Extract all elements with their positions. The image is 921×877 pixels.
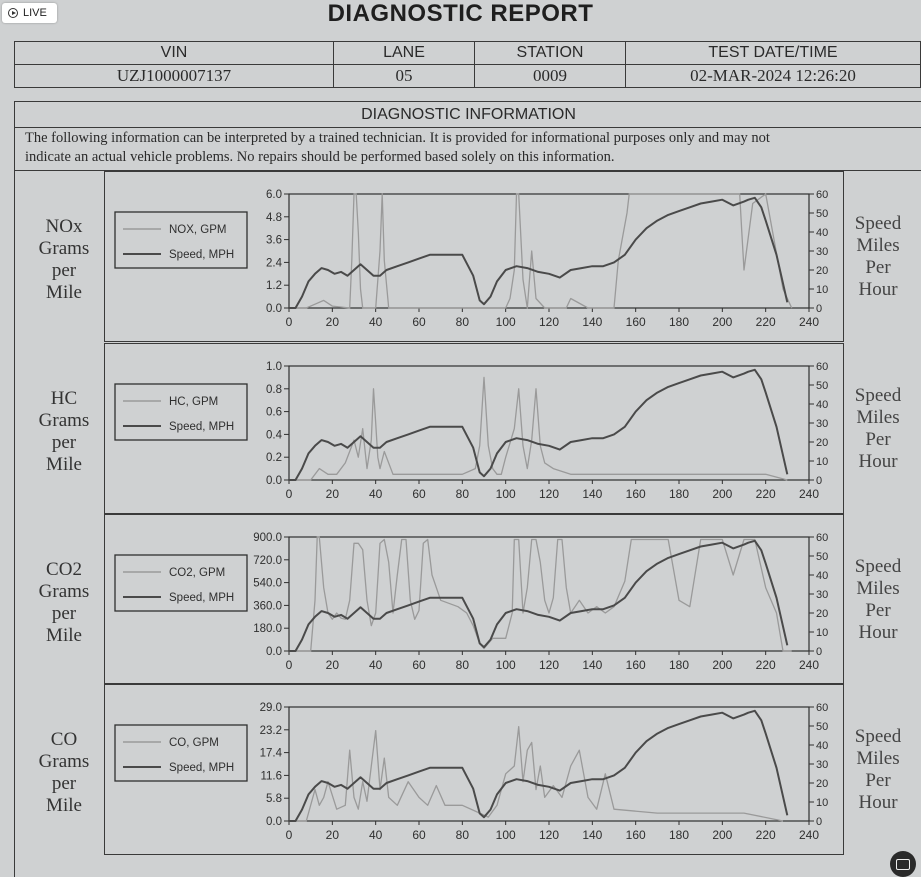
x-tick-label: 60: [412, 487, 426, 501]
x-tick-label: 160: [625, 315, 646, 329]
x-tick-label: 180: [668, 315, 690, 329]
x-tick-label: 100: [495, 828, 516, 842]
x-tick-label: 80: [455, 487, 470, 501]
y-right-tick-label: 30: [816, 589, 829, 601]
lane-header: LANE: [334, 42, 475, 65]
row-label-line: per: [51, 432, 77, 453]
diagnostic-description: [25, 129, 905, 167]
vehicle-info-value-row: [15, 65, 921, 88]
y-right-tick-label: 10: [816, 284, 829, 296]
x-tick-label: 80: [455, 828, 470, 842]
x-tick-label: 220: [755, 658, 776, 672]
speed-label-line: Per: [865, 600, 891, 621]
x-tick-label: 180: [668, 658, 690, 672]
x-tick-label: 160: [625, 658, 646, 672]
y-left-tick-label: 0.4: [266, 429, 282, 442]
chart-row-label: [24, 729, 104, 817]
x-tick-label: 220: [755, 487, 776, 501]
speed-label-line: Speed: [854, 213, 902, 234]
y-left-tick-label: 0.6: [266, 406, 282, 419]
vehicle-info-table: [14, 41, 921, 88]
y-left-tick-label: 2.4: [266, 257, 282, 270]
x-tick-label: 200: [712, 487, 733, 501]
legend-speed-label: Speed, MPH: [169, 421, 235, 433]
y-right-tick-label: 40: [816, 399, 829, 411]
x-tick-label: 140: [582, 658, 603, 672]
x-tick-label: 120: [538, 315, 560, 329]
x-tick-label: 200: [712, 658, 733, 672]
vehicle-info-header-row: [15, 42, 921, 65]
x-tick-label: 180: [668, 828, 690, 842]
row-label-line: CO2: [46, 559, 82, 580]
y-left-tick-label: 540.0: [253, 577, 282, 590]
y-right-tick-label: 0: [816, 303, 823, 315]
live-label: LIVE: [23, 7, 47, 19]
y-right-tick-label: 10: [816, 627, 829, 639]
diagnostic-heading: DIAGNOSTIC INFORMATION: [15, 102, 921, 128]
y-right-tick-label: 0: [816, 646, 823, 658]
speed-axis-side-label: [846, 213, 910, 301]
speed-axis-side-label: [846, 385, 910, 473]
speed-label-line: Miles: [856, 578, 900, 599]
x-tick-label: 40: [368, 487, 383, 501]
station-value: 0009: [475, 65, 626, 88]
y-right-tick-label: 50: [816, 721, 829, 733]
y-right-tick-label: 20: [816, 778, 829, 790]
y-right-tick-label: 40: [816, 740, 829, 752]
speed-axis-side-label: [846, 556, 910, 644]
y-left-tick-label: 0.0: [266, 646, 282, 658]
x-tick-label: 0: [285, 487, 293, 501]
y-right-tick-label: 40: [816, 570, 829, 582]
legend-speed-label: Speed, MPH: [169, 592, 235, 604]
x-tick-label: 120: [538, 487, 560, 501]
x-tick-label: 240: [798, 487, 820, 501]
x-tick-label: 220: [755, 315, 776, 329]
y-left-tick-label: 0.2: [266, 452, 282, 465]
y-left-tick-label: 360.0: [253, 600, 282, 613]
y-right-tick-label: 60: [816, 189, 829, 201]
chart-svg: [105, 685, 842, 853]
x-tick-label: 20: [325, 487, 340, 501]
y-left-tick-label: 6.0: [266, 189, 282, 201]
x-tick-label: 0: [285, 658, 293, 672]
x-tick-label: 60: [412, 658, 426, 672]
speed-series-line: [289, 711, 787, 821]
x-tick-label: 100: [495, 315, 516, 329]
legend-pollutant-label: CO, GPM: [169, 737, 219, 749]
legend-pollutant-label: CO2, GPM: [169, 567, 226, 579]
x-tick-label: 160: [625, 828, 646, 842]
speed-series-line: [289, 198, 787, 308]
expand-screen-icon[interactable]: [890, 851, 916, 877]
y-right-tick-label: 10: [816, 797, 829, 809]
y-right-tick-label: 20: [816, 437, 829, 449]
y-left-tick-label: 23.2: [259, 724, 282, 737]
plot-frame: [289, 194, 809, 308]
x-tick-label: 80: [455, 658, 470, 672]
chart-panel: [104, 343, 844, 514]
x-tick-label: 160: [625, 487, 646, 501]
pollutant-series-line: [289, 537, 792, 651]
test-date-value: 02-MAR-2024 12:26:20: [626, 65, 921, 88]
y-right-tick-label: 60: [816, 532, 829, 544]
x-tick-label: 20: [325, 658, 340, 672]
speed-label-line: Per: [865, 429, 891, 450]
row-label-line: per: [51, 603, 77, 624]
y-right-tick-label: 30: [816, 246, 829, 258]
row-label-line: Mile: [46, 625, 82, 646]
y-left-tick-label: 0.0: [266, 475, 282, 487]
y-right-tick-label: 60: [816, 702, 829, 714]
chart-legend: [115, 555, 247, 611]
x-tick-label: 40: [368, 315, 383, 329]
speed-label-line: Speed: [854, 556, 902, 577]
y-left-tick-label: 0.0: [266, 816, 282, 828]
report-title: DIAGNOSTIC REPORT: [327, 0, 594, 27]
vin-value: UZJ1000007137: [15, 65, 334, 88]
row-label-line: Grams: [38, 751, 90, 772]
x-tick-label: 100: [495, 658, 516, 672]
y-left-tick-label: 1.0: [266, 361, 282, 373]
x-tick-label: 40: [368, 658, 383, 672]
y-right-tick-label: 30: [816, 418, 829, 430]
plot-frame: [289, 707, 809, 821]
x-tick-label: 120: [538, 828, 560, 842]
row-label-line: HC: [50, 388, 78, 409]
y-right-tick-label: 60: [816, 361, 829, 373]
row-label-line: CO: [50, 729, 78, 750]
y-left-tick-label: 4.8: [266, 211, 282, 224]
chart-legend: [115, 212, 247, 268]
speed-label-line: Miles: [856, 407, 900, 428]
x-tick-label: 0: [285, 315, 293, 329]
y-right-tick-label: 30: [816, 759, 829, 771]
speed-label-line: Hour: [858, 622, 898, 643]
x-tick-label: 240: [798, 315, 820, 329]
legend-pollutant-label: NOX, GPM: [169, 224, 227, 236]
station-header: STATION: [475, 42, 626, 65]
pollutant-series-line: [289, 727, 783, 821]
chart-svg: [105, 515, 842, 682]
chart-svg: [105, 172, 842, 340]
y-left-tick-label: 3.6: [266, 234, 282, 247]
chart-panel: [104, 684, 844, 855]
x-tick-label: 20: [325, 315, 340, 329]
y-left-tick-label: 17.4: [259, 747, 282, 760]
speed-label-line: Miles: [856, 748, 900, 769]
row-label-line: Mile: [46, 795, 82, 816]
row-label-line: Grams: [38, 238, 90, 259]
x-tick-label: 220: [755, 828, 776, 842]
y-left-tick-label: 5.8: [266, 793, 282, 806]
y-right-tick-label: 20: [816, 608, 829, 620]
test-date-header: TEST DATE/TIME: [626, 42, 921, 65]
y-right-tick-label: 50: [816, 380, 829, 392]
y-left-tick-label: 0.0: [266, 303, 282, 315]
row-label-line: per: [51, 260, 77, 281]
chart-row-label: [24, 388, 104, 476]
lane-value: 05: [334, 65, 475, 88]
y-left-tick-label: 29.0: [259, 702, 282, 714]
y-left-tick-label: 1.2: [266, 280, 282, 293]
y-left-tick-label: 900.0: [253, 532, 282, 544]
x-tick-label: 0: [285, 828, 293, 842]
x-tick-label: 140: [582, 315, 603, 329]
y-right-tick-label: 20: [816, 265, 829, 277]
x-tick-label: 60: [412, 828, 426, 842]
chart-row-label: [24, 216, 104, 304]
y-right-tick-label: 0: [816, 475, 823, 487]
x-tick-label: 200: [712, 828, 733, 842]
legend-speed-label: Speed, MPH: [169, 249, 235, 261]
y-right-tick-label: 10: [816, 456, 829, 468]
y-right-tick-label: 50: [816, 208, 829, 220]
y-left-tick-label: 11.6: [260, 770, 282, 783]
speed-label-line: Per: [865, 770, 891, 791]
x-tick-label: 100: [495, 487, 516, 501]
speed-label-line: Speed: [854, 726, 902, 747]
speed-label-line: Per: [865, 257, 891, 278]
row-label-line: Mile: [46, 282, 82, 303]
speed-label-line: Miles: [856, 235, 900, 256]
speed-label-line: Speed: [854, 385, 902, 406]
x-tick-label: 240: [798, 658, 820, 672]
legend-pollutant-label: HC, GPM: [169, 396, 219, 408]
x-tick-label: 140: [582, 828, 603, 842]
pollutant-series-line: [289, 377, 787, 480]
x-tick-label: 240: [798, 828, 820, 842]
y-right-tick-label: 50: [816, 551, 829, 563]
x-tick-label: 120: [538, 658, 560, 672]
x-tick-label: 180: [668, 487, 690, 501]
x-tick-label: 200: [712, 315, 733, 329]
x-tick-label: 140: [582, 487, 603, 501]
vin-header: VIN: [15, 42, 334, 65]
y-right-tick-label: 40: [816, 227, 829, 239]
row-label-line: Grams: [38, 410, 90, 431]
chart-legend: [115, 384, 247, 440]
row-label-line: Mile: [46, 454, 82, 475]
y-right-tick-label: 0: [816, 816, 823, 828]
y-left-tick-label: 180.0: [253, 623, 282, 636]
chart-svg: [105, 344, 842, 512]
y-left-tick-label: 0.8: [266, 383, 282, 396]
speed-axis-side-label: [846, 726, 910, 814]
row-label-line: NOx: [45, 216, 83, 237]
x-tick-label: 20: [325, 828, 340, 842]
chart-panel: [104, 514, 844, 684]
speed-label-line: Hour: [858, 279, 898, 300]
speed-label-line: Hour: [858, 792, 898, 813]
description-line-1: The following information can be interpreted by a trained technician. It is provided for informational purposes only and may not: [25, 130, 770, 146]
chart-panel: [104, 171, 844, 342]
chart-legend: [115, 725, 247, 781]
pollutant-series-line: [289, 194, 792, 308]
description-line-2: indicate an actual vehicle problems. No repairs should be performed based solely on this information.: [25, 149, 615, 165]
y-left-tick-label: 720.0: [253, 554, 282, 567]
row-label-line: Grams: [38, 581, 90, 602]
chart-row-label: [24, 559, 104, 647]
speed-label-line: Hour: [858, 451, 898, 472]
x-tick-label: 80: [455, 315, 470, 329]
x-tick-label: 40: [368, 828, 383, 842]
x-tick-label: 60: [412, 315, 426, 329]
legend-speed-label: Speed, MPH: [169, 762, 235, 774]
row-label-line: per: [51, 773, 77, 794]
